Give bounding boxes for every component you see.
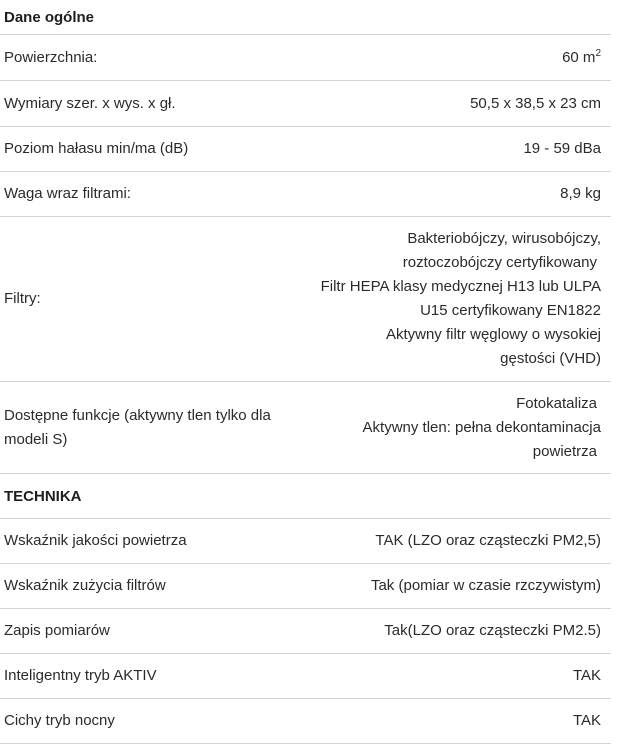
spec-label: Wskaźnik zużycia filtrów <box>4 577 166 594</box>
section-header-general <box>0 0 611 35</box>
spec-value: Tak(LZO oraz cząsteczki PM2.5) <box>384 622 601 639</box>
spec-row-filters <box>0 217 611 382</box>
spec-label: Filtry: <box>4 290 41 307</box>
spec-value: 19 - 59 dBa <box>523 140 601 157</box>
spec-row-filter-usage <box>0 564 611 609</box>
spec-row-noise <box>0 127 611 172</box>
spec-label: Poziom hałasu min/ma (dB) <box>4 140 189 157</box>
spec-value: Tak (pomiar w czasie rzczywistym) <box>370 577 601 594</box>
spec-label: Inteligentny tryb AKTIV <box>4 667 157 684</box>
spec-value: TAK (LZO oraz cząsteczki PM2,5) <box>375 532 601 549</box>
spec-row-aktiv-mode <box>0 654 611 699</box>
section-title: TECHNIKA <box>4 487 82 505</box>
spec-value: 8,9 kg <box>560 185 601 202</box>
spec-value: TAK <box>572 712 601 729</box>
spec-value: 50,5 x 38,5 x 23 cm <box>470 94 601 112</box>
spec-label: Dostępne funkcje (aktywny tlen tylko dla modeli S) <box>4 406 271 448</box>
spec-row-functions <box>0 382 611 474</box>
section-header-technika <box>0 474 611 519</box>
spec-label: Powierzchnia: <box>4 48 98 66</box>
spec-label: Cichy tryb nocny <box>4 712 115 729</box>
spec-value: 60 $m^2$ <box>562 47 601 66</box>
spec-label: Wskaźnik jakości powietrza <box>4 532 187 549</box>
spec-value: TAK <box>572 667 601 684</box>
spec-value: Bakteriobójczy, wirusobójczy, roztoczobójczy certyfikowany Filtr HEPA klasy medycznej H13 lub ULPA U15 certyfikowany EN1822 Aktywny filtr węglowy o wysokiej gęstości (VHD) <box>320 230 601 367</box>
spec-value: Fotokataliza Aktywny tlen: pełna dekontaminacja powietrza <box>362 394 601 460</box>
spec-row-area <box>0 35 611 81</box>
spec-row-air-quality <box>0 519 611 564</box>
spec-label: Waga wraz filtrami: <box>4 185 131 202</box>
section-title: Dane ogólne <box>4 8 95 26</box>
spec-row-weight <box>0 172 611 217</box>
spec-row-dimensions <box>0 81 611 127</box>
spec-row-measurement-log <box>0 609 611 654</box>
spec-row-night-mode <box>0 699 611 744</box>
spec-label: Zapis pomiarów <box>4 622 110 639</box>
spec-label: Wymiary szer. x wys. x gł. <box>4 94 176 112</box>
